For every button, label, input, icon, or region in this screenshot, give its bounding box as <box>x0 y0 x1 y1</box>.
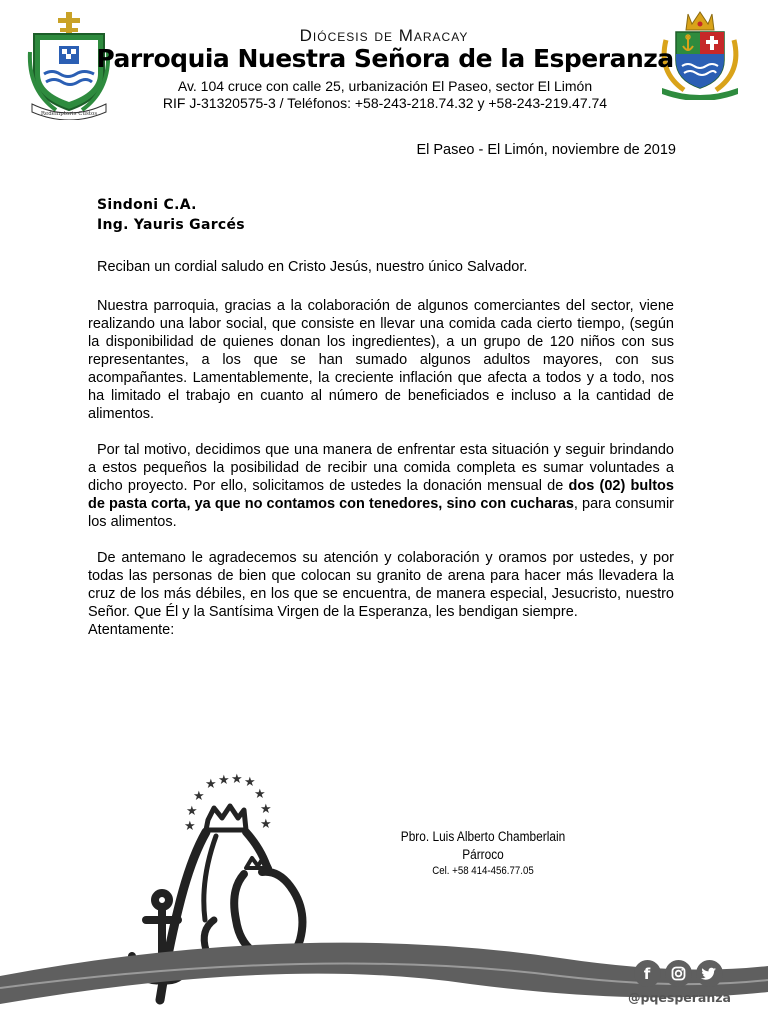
letter-salutation: Reciban un cordial saludo en Cristo Jesús, nuestro único Salvador. <box>97 259 528 275</box>
svg-text:★: ★ <box>205 777 217 792</box>
svg-text:★: ★ <box>260 802 272 817</box>
letter-place-date: El Paseo - El Limón, noviembre de 2019 <box>416 142 676 158</box>
svg-text:★: ★ <box>186 804 198 819</box>
recipient-company: Sindoni C.A. <box>97 197 197 213</box>
letter-paragraph-1: Nuestra parroquia, gracias a la colaboración de algunos comerciantes del sector, viene realizando una labor social, que consiste en llevar una comida cada cierto tiempo, (según la disponibilidad de quienes donan los ingredientes), a un grupo de 120 niños con sus representantes, a los que se han sumado algunos adultos mayores, con sus acompañantes. Lamentablemente, la creciente inflación que afecta a todos y a todo, nos ha limitado el trabajo en cuanto al número de beneficiados e incluso a la cantidad de alimentos. <box>88 298 674 422</box>
letter-body <box>88 258 674 657</box>
svg-text:★: ★ <box>260 817 272 832</box>
letter-closing: Atentamente: <box>88 622 175 638</box>
letter-paragraph-2 <box>88 441 674 531</box>
svg-text:★: ★ <box>184 819 196 834</box>
parish-rif-phones: RIF J-31320575-3 / Teléfonos: +58-243-218.74.32 y +58-243-219.47.74 <box>162 95 608 111</box>
letter-paragraph-3: De antemano le agradecemos su atención y colaboración y oramos por ustedes, y por todas las personas de bien que colocan su granito de arena para hacer más llevadera la cruz de los más débiles, en los que se encuentra, de manera especial, Jesucristo, nuestro Señor. Que Él y la Santísima Virgen de la Esperanza, les bendigan siempre. <box>88 550 674 620</box>
svg-text:★: ★ <box>193 789 205 804</box>
signature-block <box>370 829 596 877</box>
parish-name-title: Parroquia Nuestra Señora de la Esperanza <box>96 44 674 73</box>
recipient-block <box>97 197 245 237</box>
recipient-person: Ing. Yauris Garcés <box>97 217 245 233</box>
instagram-icon[interactable] <box>665 960 692 987</box>
facebook-icon[interactable]: f <box>634 960 661 987</box>
svg-text:★: ★ <box>231 772 243 787</box>
svg-text:★: ★ <box>218 773 230 788</box>
parish-address: Av. 104 cruce con calle 25, urbanización El Paseo, sector El Limón <box>177 78 593 94</box>
social-media-block <box>628 960 731 1005</box>
signer-phone: Cel. +58 414-456.77.05 <box>432 865 534 877</box>
star-halo-icon <box>184 772 272 834</box>
paragraph-2-intro: Por tal motivo, decidimos que una manera de enfrentar esta situación y seguir brindando a estos pequeños la posibilidad de recibir una comida completa es sumar voluntades a dicho proyecto. Por ello, solicitamos de ustedes la donación mensual de <box>88 442 674 494</box>
signer-name: Pbro. Luis Alberto Chamberlain <box>400 829 566 844</box>
signer-role: Párroco <box>462 847 504 862</box>
svg-text:★: ★ <box>244 775 256 790</box>
diocese-name: Diócesis de Maracay <box>299 26 469 45</box>
seal-motto: Redemptoris Custos <box>40 111 98 117</box>
social-handle[interactable]: @pqesperanza <box>628 990 731 1005</box>
paragraph-2-end: , para consumir los alimentos. <box>88 496 675 530</box>
svg-text:★: ★ <box>254 787 266 802</box>
twitter-icon[interactable] <box>696 960 723 987</box>
paragraph-2-request: dos (02) bultos de pasta corta, ya que no contamos con tenedores, sino con cucharas <box>88 478 674 512</box>
